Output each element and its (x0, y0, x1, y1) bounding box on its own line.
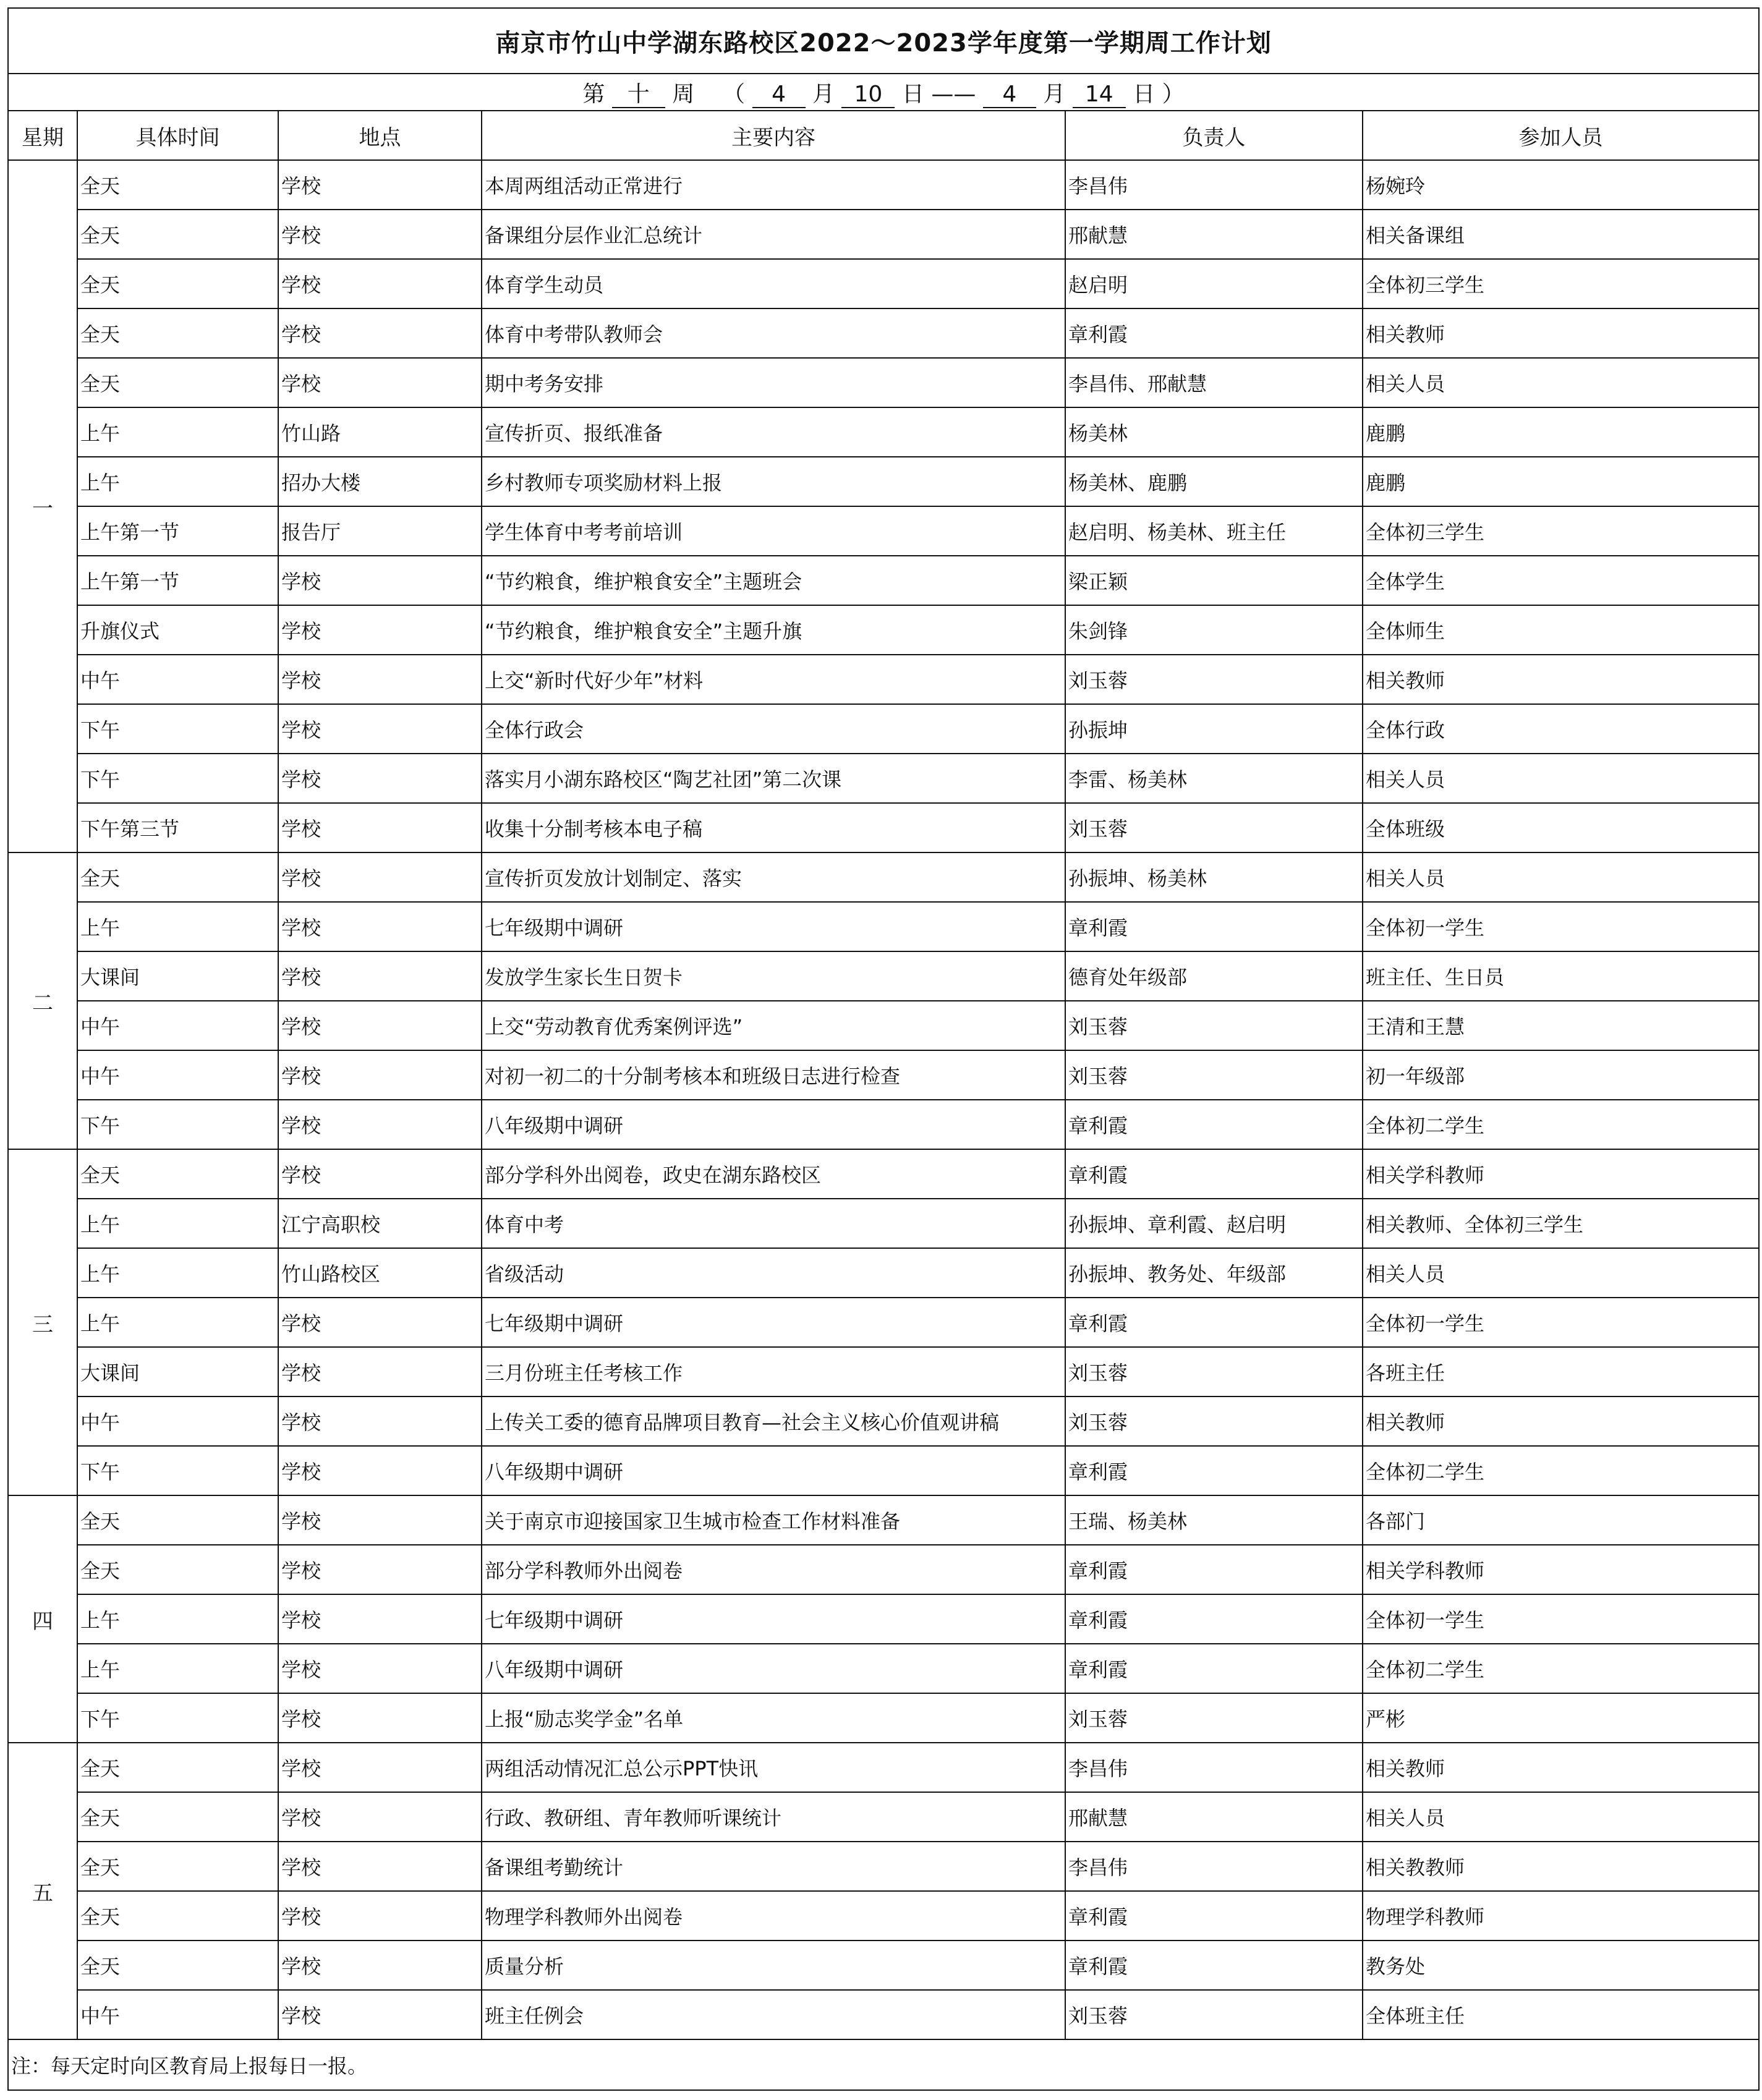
content-cell: 本周两组活动正常进行 (482, 160, 1065, 210)
location-cell: 学校 (278, 1941, 482, 1990)
location-cell: 学校 (278, 1396, 482, 1446)
time-cell: 下午 (77, 754, 278, 803)
owner-cell: 章利霞 (1065, 308, 1363, 358)
content-cell: “节约粮食，维护粮食安全”主题班会 (482, 556, 1065, 605)
content-cell: 体育中考 (482, 1199, 1065, 1248)
start-day: 10 (841, 82, 895, 108)
participants-cell: 初一年级部 (1363, 1050, 1759, 1100)
weekday-cell: 一 (8, 160, 77, 852)
location-cell: 学校 (278, 1050, 482, 1100)
table-row (8, 951, 1759, 1001)
location-cell: 学校 (278, 852, 482, 902)
content-cell: 体育中考带队教师会 (482, 308, 1065, 358)
time-cell: 大课间 (77, 951, 278, 1001)
time-cell: 全天 (77, 1891, 278, 1941)
content-cell: 上传关工委的德育品牌项目教育—社会主义核心价值观讲稿 (482, 1396, 1065, 1446)
participants-cell: 全体初二学生 (1363, 1644, 1759, 1693)
owner-cell: 赵启明 (1065, 259, 1363, 308)
time-cell: 下午 (77, 1446, 278, 1495)
content-cell: 上交“新时代好少年”材料 (482, 655, 1065, 704)
owner-cell: 刘玉蓉 (1065, 1990, 1363, 2039)
time-cell: 上午 (77, 407, 278, 457)
content-cell: 八年级期中调研 (482, 1644, 1065, 1693)
location-cell: 学校 (278, 1743, 482, 1792)
location-cell: 竹山路 (278, 407, 482, 457)
owner-cell: 刘玉蓉 (1065, 1347, 1363, 1396)
owner-cell: 章利霞 (1065, 1891, 1363, 1941)
table-row (8, 556, 1759, 605)
location-cell: 学校 (278, 1990, 482, 2039)
time-cell: 全天 (77, 160, 278, 210)
location-cell: 学校 (278, 1347, 482, 1396)
header-time: 具体时间 (77, 111, 278, 160)
location-cell: 学校 (278, 1100, 482, 1149)
participants-cell: 全体初三学生 (1363, 506, 1759, 556)
weekday-cell: 五 (8, 1743, 77, 2039)
participants-cell: 各部门 (1363, 1495, 1759, 1545)
time-cell: 下午 (77, 1100, 278, 1149)
table-row (8, 754, 1759, 803)
participants-cell: 相关教师 (1363, 655, 1759, 704)
table-row (8, 358, 1759, 407)
owner-cell: 章利霞 (1065, 902, 1363, 951)
owner-cell: 章利霞 (1065, 1298, 1363, 1347)
week-prefix: 第 (582, 81, 605, 107)
location-cell: 学校 (278, 1693, 482, 1743)
time-cell: 全天 (77, 1149, 278, 1199)
location-cell: 学校 (278, 210, 482, 259)
participants-cell: 全体初二学生 (1363, 1446, 1759, 1495)
content-cell: 备课组考勤统计 (482, 1842, 1065, 1891)
header-weekday: 星期 (8, 111, 77, 160)
start-day-label: 日 (901, 81, 924, 107)
time-cell: 下午 (77, 1693, 278, 1743)
table-row (8, 655, 1759, 704)
time-cell: 上午 (77, 1199, 278, 1248)
time-cell: 全天 (77, 1545, 278, 1594)
participants-cell: 教务处 (1363, 1941, 1759, 1990)
owner-cell: 刘玉蓉 (1065, 1001, 1363, 1050)
participants-cell: 杨婉玲 (1363, 160, 1759, 210)
location-cell: 学校 (278, 704, 482, 754)
table-row (8, 308, 1759, 358)
header-owner: 负责人 (1065, 111, 1363, 160)
participants-cell: 相关人员 (1363, 754, 1759, 803)
participants-cell: 相关教师 (1363, 308, 1759, 358)
time-cell: 上午 (77, 1644, 278, 1693)
table-row (8, 704, 1759, 754)
content-cell: 上报“励志奖学金”名单 (482, 1693, 1065, 1743)
location-cell: 学校 (278, 1842, 482, 1891)
table-row (8, 1693, 1759, 1743)
owner-cell: 章利霞 (1065, 1446, 1363, 1495)
location-cell: 报告厅 (278, 506, 482, 556)
participants-cell: 全体初一学生 (1363, 1594, 1759, 1644)
time-cell: 全天 (77, 259, 278, 308)
location-cell: 学校 (278, 308, 482, 358)
owner-cell: 章利霞 (1065, 1545, 1363, 1594)
owner-cell: 孙振坤、杨美林 (1065, 852, 1363, 902)
participants-cell: 相关教师 (1363, 1396, 1759, 1446)
table-row (8, 1842, 1759, 1891)
location-cell: 学校 (278, 605, 482, 655)
week-suffix: 周 (672, 81, 695, 107)
participants-cell: 鹿鹏 (1363, 457, 1759, 506)
content-cell: 八年级期中调研 (482, 1446, 1065, 1495)
participants-cell: 全体班级 (1363, 803, 1759, 852)
location-cell: 学校 (278, 1594, 482, 1644)
owner-cell: 章利霞 (1065, 1594, 1363, 1644)
content-cell: 两组活动情况汇总公示PPT快讯 (482, 1743, 1065, 1792)
table-row (8, 1347, 1759, 1396)
content-cell: 宣传折页发放计划制定、落实 (482, 852, 1065, 902)
location-cell: 学校 (278, 902, 482, 951)
participants-cell: 鹿鹏 (1363, 407, 1759, 457)
table-row (8, 1941, 1759, 1990)
location-cell: 学校 (278, 1495, 482, 1545)
participants-cell: 相关人员 (1363, 852, 1759, 902)
content-cell: 对初一初二的十分制考核本和班级日志进行检查 (482, 1050, 1065, 1100)
location-cell: 学校 (278, 1792, 482, 1842)
participants-cell: 班主任、生日员 (1363, 951, 1759, 1001)
location-cell: 学校 (278, 655, 482, 704)
weekly-plan-table (7, 7, 1760, 2091)
header-participants: 参加人员 (1363, 111, 1759, 160)
weekday-cell: 二 (8, 852, 77, 1149)
time-cell: 上午 (77, 1298, 278, 1347)
time-cell: 下午 (77, 704, 278, 754)
time-cell: 全天 (77, 1842, 278, 1891)
owner-cell: 李昌伟 (1065, 1842, 1363, 1891)
participants-cell: 相关人员 (1363, 358, 1759, 407)
participants-cell: 王清和王慧 (1363, 1001, 1759, 1050)
time-cell: 上午第一节 (77, 506, 278, 556)
participants-cell: 严彬 (1363, 1693, 1759, 1743)
table-header (8, 111, 1759, 160)
table-row (8, 407, 1759, 457)
content-cell: “节约粮食，维护粮食安全”主题升旗 (482, 605, 1065, 655)
owner-cell: 章利霞 (1065, 1941, 1363, 1990)
time-cell: 中午 (77, 1001, 278, 1050)
table-row (8, 259, 1759, 308)
table-row (8, 852, 1759, 902)
table-row (8, 1001, 1759, 1050)
location-cell: 学校 (278, 1149, 482, 1199)
time-cell: 全天 (77, 308, 278, 358)
time-cell: 全天 (77, 1941, 278, 1990)
table-row (8, 1149, 1759, 1199)
table-row (8, 1298, 1759, 1347)
time-cell: 全天 (77, 1792, 278, 1842)
end-day-label: 日 (1133, 81, 1156, 107)
end-day: 14 (1073, 82, 1126, 108)
table-row (8, 1990, 1759, 2039)
location-cell: 学校 (278, 358, 482, 407)
start-month: 4 (752, 82, 806, 108)
table-row (8, 457, 1759, 506)
location-cell: 学校 (278, 1891, 482, 1941)
table-row (8, 1199, 1759, 1248)
location-cell: 学校 (278, 259, 482, 308)
owner-cell: 邢献慧 (1065, 1792, 1363, 1842)
table-row (8, 1594, 1759, 1644)
content-cell: 省级活动 (482, 1248, 1065, 1298)
owner-cell: 梁正颖 (1065, 556, 1363, 605)
content-cell: 学生体育中考考前培训 (482, 506, 1065, 556)
location-cell: 学校 (278, 1446, 482, 1495)
owner-cell: 孙振坤、章利霞、赵启明 (1065, 1199, 1363, 1248)
week-number: 十 (612, 82, 665, 108)
participants-cell: 相关教教师 (1363, 1842, 1759, 1891)
owner-cell: 李雷、杨美林 (1065, 754, 1363, 803)
page-title: 南京市竹山中学湖东路校区2022～2023学年度第一学期周工作计划 (8, 8, 1759, 74)
owner-cell: 章利霞 (1065, 1100, 1363, 1149)
header-location: 地点 (278, 111, 482, 160)
content-cell: 全体行政会 (482, 704, 1065, 754)
content-cell: 乡村教师专项奖励材料上报 (482, 457, 1065, 506)
time-cell: 下午第三节 (77, 803, 278, 852)
participants-cell: 各班主任 (1363, 1347, 1759, 1396)
table-row (8, 1792, 1759, 1842)
content-cell: 部分学科教师外出阅卷 (482, 1545, 1065, 1594)
owner-cell: 赵启明、杨美林、班主任 (1065, 506, 1363, 556)
content-cell: 发放学生家长生日贺卡 (482, 951, 1065, 1001)
participants-cell: 全体初一学生 (1363, 902, 1759, 951)
participants-cell: 相关备课组 (1363, 210, 1759, 259)
time-cell: 大课间 (77, 1347, 278, 1396)
owner-cell: 孙振坤 (1065, 704, 1363, 754)
participants-cell: 全体初一学生 (1363, 1298, 1759, 1347)
table-row (8, 1446, 1759, 1495)
content-cell: 物理学科教师外出阅卷 (482, 1891, 1065, 1941)
time-cell: 全天 (77, 852, 278, 902)
location-cell: 学校 (278, 1644, 482, 1693)
content-cell: 上交“劳动教育优秀案例评选” (482, 1001, 1065, 1050)
table-row (8, 605, 1759, 655)
time-cell: 上午 (77, 902, 278, 951)
week-close-paren: ） (1162, 81, 1185, 107)
weekly-plan-sheet (7, 7, 1758, 2095)
footer-note: 注：每天定时向区教育局上报每日一报。 (8, 2039, 1759, 2090)
location-cell: 学校 (278, 160, 482, 210)
content-cell: 班主任例会 (482, 1990, 1065, 2039)
table-row (8, 1050, 1759, 1100)
participants-cell: 全体初三学生 (1363, 259, 1759, 308)
participants-cell: 全体初二学生 (1363, 1100, 1759, 1149)
owner-cell: 李昌伟 (1065, 160, 1363, 210)
week-open-paren: （ (723, 81, 746, 107)
table-row (8, 803, 1759, 852)
weekday-cell: 四 (8, 1495, 77, 1743)
location-cell: 江宁高职校 (278, 1199, 482, 1248)
participants-cell: 相关人员 (1363, 1248, 1759, 1298)
location-cell: 学校 (278, 951, 482, 1001)
content-cell: 关于南京市迎接国家卫生城市检查工作材料准备 (482, 1495, 1065, 1545)
time-cell: 全天 (77, 1743, 278, 1792)
owner-cell: 刘玉蓉 (1065, 655, 1363, 704)
time-cell: 中午 (77, 1990, 278, 2039)
end-month-label: 月 (1043, 81, 1066, 107)
header-content: 主要内容 (482, 111, 1065, 160)
time-cell: 全天 (77, 210, 278, 259)
time-cell: 中午 (77, 1396, 278, 1446)
content-cell: 七年级期中调研 (482, 1594, 1065, 1644)
owner-cell: 孙振坤、教务处、年级部 (1065, 1248, 1363, 1298)
owner-cell: 王瑞、杨美林 (1065, 1495, 1363, 1545)
table-row (8, 210, 1759, 259)
owner-cell: 章利霞 (1065, 1644, 1363, 1693)
time-cell: 中午 (77, 1050, 278, 1100)
end-month: 4 (983, 82, 1036, 108)
table-row (8, 1495, 1759, 1545)
owner-cell: 杨美林、鹿鹏 (1065, 457, 1363, 506)
owner-cell: 章利霞 (1065, 1149, 1363, 1199)
time-cell: 上午第一节 (77, 556, 278, 605)
time-cell: 上午 (77, 1594, 278, 1644)
time-cell: 中午 (77, 655, 278, 704)
location-cell: 学校 (278, 556, 482, 605)
content-cell: 质量分析 (482, 1941, 1065, 1990)
owner-cell: 李昌伟、邢献慧 (1065, 358, 1363, 407)
participants-cell: 物理学科教师 (1363, 1891, 1759, 1941)
content-cell: 体育学生动员 (482, 259, 1065, 308)
participants-cell: 全体学生 (1363, 556, 1759, 605)
participants-cell: 全体班主任 (1363, 1990, 1759, 2039)
time-cell: 升旗仪式 (77, 605, 278, 655)
participants-cell: 相关学科教师 (1363, 1149, 1759, 1199)
table-row (8, 1743, 1759, 1792)
location-cell: 招办大楼 (278, 457, 482, 506)
content-cell: 落实月小湖东路校区“陶艺社团”第二次课 (482, 754, 1065, 803)
time-cell: 上午 (77, 457, 278, 506)
week-range (8, 74, 1759, 111)
location-cell: 学校 (278, 754, 482, 803)
table-row (8, 160, 1759, 210)
participants-cell: 相关教师、全体初三学生 (1363, 1199, 1759, 1248)
content-cell: 八年级期中调研 (482, 1100, 1065, 1149)
location-cell: 学校 (278, 1298, 482, 1347)
time-cell: 全天 (77, 1495, 278, 1545)
table-row (8, 506, 1759, 556)
owner-cell: 刘玉蓉 (1065, 803, 1363, 852)
table-row (8, 1396, 1759, 1446)
owner-cell: 邢献慧 (1065, 210, 1363, 259)
table-row (8, 1545, 1759, 1594)
participants-cell: 全体师生 (1363, 605, 1759, 655)
content-cell: 备课组分层作业汇总统计 (482, 210, 1065, 259)
owner-cell: 朱剑锋 (1065, 605, 1363, 655)
owner-cell: 刘玉蓉 (1065, 1050, 1363, 1100)
content-cell: 期中考务安排 (482, 358, 1065, 407)
table-row (8, 1644, 1759, 1693)
start-month-label: 月 (812, 81, 835, 107)
content-cell: 部分学科外出阅卷，政史在湖东路校区 (482, 1149, 1065, 1199)
content-cell: 三月份班主任考核工作 (482, 1347, 1065, 1396)
participants-cell: 相关人员 (1363, 1792, 1759, 1842)
owner-cell: 德育处年级部 (1065, 951, 1363, 1001)
owner-cell: 刘玉蓉 (1065, 1396, 1363, 1446)
content-cell: 七年级期中调研 (482, 1298, 1065, 1347)
range-dash: —— (931, 81, 976, 107)
content-cell: 七年级期中调研 (482, 902, 1065, 951)
time-cell: 上午 (77, 1248, 278, 1298)
weekday-cell: 三 (8, 1149, 77, 1495)
content-cell: 宣传折页、报纸准备 (482, 407, 1065, 457)
time-cell: 全天 (77, 358, 278, 407)
location-cell: 学校 (278, 1545, 482, 1594)
table-row (8, 1248, 1759, 1298)
location-cell: 竹山路校区 (278, 1248, 482, 1298)
table-row (8, 902, 1759, 951)
owner-cell: 杨美林 (1065, 407, 1363, 457)
participants-cell: 相关教师 (1363, 1743, 1759, 1792)
location-cell: 学校 (278, 1001, 482, 1050)
participants-cell: 全体行政 (1363, 704, 1759, 754)
owner-cell: 刘玉蓉 (1065, 1693, 1363, 1743)
location-cell: 学校 (278, 803, 482, 852)
content-cell: 收集十分制考核本电子稿 (482, 803, 1065, 852)
content-cell: 行政、教研组、青年教师听课统计 (482, 1792, 1065, 1842)
table-row (8, 1891, 1759, 1941)
participants-cell: 相关学科教师 (1363, 1545, 1759, 1594)
table-row (8, 1100, 1759, 1149)
owner-cell: 李昌伟 (1065, 1743, 1363, 1792)
